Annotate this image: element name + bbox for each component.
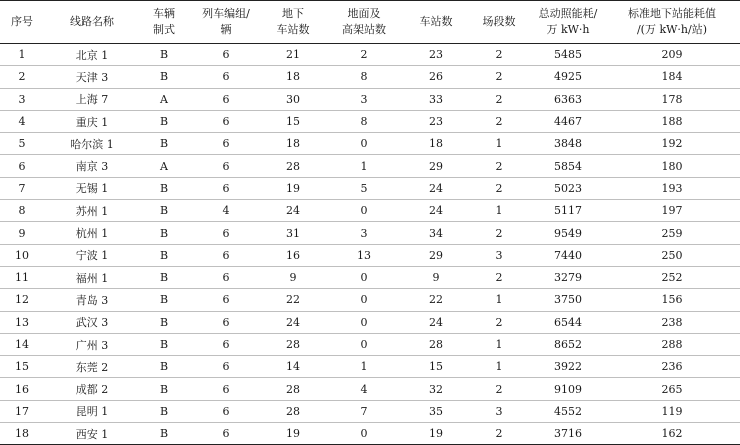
cell-line-name: 杭州 1: [44, 222, 140, 244]
cell-line-name: 宁波 1: [44, 244, 140, 266]
cell-total-energy: 3279: [532, 266, 604, 288]
cell-elevated-stations: 13: [322, 244, 406, 266]
cell-total-energy: 3848: [532, 133, 604, 155]
cell-standard-energy: 188: [604, 110, 740, 132]
cell-line-name: 苏州 1: [44, 200, 140, 222]
cell-index: 13: [0, 311, 44, 333]
cell-depot-count: 2: [466, 44, 532, 66]
cell-underground-stations: 30: [264, 88, 322, 110]
cell-line-name: 青岛 3: [44, 289, 140, 311]
cell-total-energy: 4925: [532, 66, 604, 88]
cell-underground-stations: 9: [264, 266, 322, 288]
cell-vehicle-type: B: [140, 200, 188, 222]
table-row: [0, 66, 740, 88]
cell-train-formation: 6: [188, 44, 264, 66]
cell-standard-energy: 192: [604, 133, 740, 155]
cell-train-formation: 6: [188, 333, 264, 355]
cell-total-energy: 7440: [532, 244, 604, 266]
cell-elevated-stations: 3: [322, 88, 406, 110]
table-header-row: [0, 1, 740, 44]
cell-station-count: 9: [406, 266, 466, 288]
cell-elevated-stations: 0: [322, 333, 406, 355]
cell-vehicle-type: B: [140, 333, 188, 355]
header-text-line: 场段数: [482, 15, 516, 28]
cell-index: 8: [0, 200, 44, 222]
cell-underground-stations: 28: [264, 155, 322, 177]
cell-station-count: 19: [406, 423, 466, 445]
cell-vehicle-type: B: [140, 378, 188, 400]
table-row: [0, 400, 740, 422]
cell-train-formation: 6: [188, 400, 264, 422]
cell-underground-stations: 28: [264, 333, 322, 355]
cell-depot-count: 2: [466, 66, 532, 88]
cell-depot-count: 1: [466, 333, 532, 355]
cell-depot-count: 3: [466, 400, 532, 422]
cell-total-energy: 9109: [532, 378, 604, 400]
cell-line-name: 哈尔滨 1: [44, 133, 140, 155]
cell-vehicle-type: B: [140, 289, 188, 311]
table-row: [0, 110, 740, 132]
cell-index: 6: [0, 155, 44, 177]
cell-line-name: 重庆 1: [44, 110, 140, 132]
cell-depot-count: 2: [466, 266, 532, 288]
cell-vehicle-type: B: [140, 177, 188, 199]
cell-standard-energy: 250: [604, 244, 740, 266]
header-text-line: 总动照能耗/: [538, 7, 598, 20]
cell-index: 11: [0, 266, 44, 288]
cell-standard-energy: 119: [604, 400, 740, 422]
table-row: [0, 266, 740, 288]
cell-standard-energy: 193: [604, 177, 740, 199]
table-row: [0, 423, 740, 445]
cell-train-formation: 6: [188, 356, 264, 378]
cell-line-name: 福州 1: [44, 266, 140, 288]
header-text-line: 车站数: [419, 15, 453, 28]
cell-underground-stations: 31: [264, 222, 322, 244]
cell-vehicle-type: B: [140, 44, 188, 66]
cell-depot-count: 2: [466, 423, 532, 445]
cell-line-name: 成都 2: [44, 378, 140, 400]
cell-train-formation: 6: [188, 88, 264, 110]
table-row: [0, 222, 740, 244]
cell-station-count: 18: [406, 133, 466, 155]
cell-depot-count: 2: [466, 311, 532, 333]
header-text-line: /(万 kW·h/站): [636, 23, 708, 36]
cell-vehicle-type: B: [140, 66, 188, 88]
cell-line-name: 广州 3: [44, 333, 140, 355]
cell-index: 17: [0, 400, 44, 422]
cell-line-name: 无锡 1: [44, 177, 140, 199]
cell-station-count: 29: [406, 155, 466, 177]
cell-elevated-stations: 2: [322, 44, 406, 66]
cell-total-energy: 4467: [532, 110, 604, 132]
cell-vehicle-type: A: [140, 155, 188, 177]
cell-vehicle-type: B: [140, 110, 188, 132]
cell-standard-energy: 252: [604, 266, 740, 288]
cell-vehicle-type: B: [140, 133, 188, 155]
table-row: [0, 244, 740, 266]
cell-train-formation: 4: [188, 200, 264, 222]
table-row: [0, 356, 740, 378]
cell-index: 4: [0, 110, 44, 132]
cell-elevated-stations: 8: [322, 110, 406, 132]
cell-total-energy: 5117: [532, 200, 604, 222]
cell-total-energy: 3716: [532, 423, 604, 445]
cell-train-formation: 6: [188, 222, 264, 244]
cell-underground-stations: 16: [264, 244, 322, 266]
cell-standard-energy: 184: [604, 66, 740, 88]
cell-elevated-stations: 7: [322, 400, 406, 422]
cell-line-name: 武汉 3: [44, 311, 140, 333]
cell-depot-count: 2: [466, 155, 532, 177]
cell-depot-count: 3: [466, 244, 532, 266]
cell-underground-stations: 14: [264, 356, 322, 378]
cell-index: 7: [0, 177, 44, 199]
header-text-line: 车站数: [276, 23, 310, 36]
cell-train-formation: 6: [188, 423, 264, 445]
cell-elevated-stations: 0: [322, 311, 406, 333]
cell-index: 16: [0, 378, 44, 400]
cell-standard-energy: 197: [604, 200, 740, 222]
cell-vehicle-type: B: [140, 222, 188, 244]
cell-vehicle-type: B: [140, 244, 188, 266]
cell-elevated-stations: 3: [322, 222, 406, 244]
cell-depot-count: 2: [466, 378, 532, 400]
cell-index: 2: [0, 66, 44, 88]
cell-line-name: 上海 7: [44, 88, 140, 110]
cell-underground-stations: 22: [264, 289, 322, 311]
cell-station-count: 28: [406, 333, 466, 355]
cell-train-formation: 6: [188, 244, 264, 266]
cell-standard-energy: 156: [604, 289, 740, 311]
cell-line-name: 北京 1: [44, 44, 140, 66]
cell-station-count: 24: [406, 200, 466, 222]
cell-standard-energy: 236: [604, 356, 740, 378]
cell-vehicle-type: B: [140, 356, 188, 378]
cell-depot-count: 1: [466, 200, 532, 222]
cell-station-count: 22: [406, 289, 466, 311]
cell-station-count: 29: [406, 244, 466, 266]
cell-station-count: 33: [406, 88, 466, 110]
cell-underground-stations: 21: [264, 44, 322, 66]
cell-train-formation: 6: [188, 133, 264, 155]
header-text-line: 制式: [153, 23, 175, 36]
cell-line-name: 东莞 2: [44, 356, 140, 378]
cell-standard-energy: 180: [604, 155, 740, 177]
cell-depot-count: 2: [466, 222, 532, 244]
header-depot-count: [466, 1, 532, 44]
cell-elevated-stations: 8: [322, 66, 406, 88]
header-text-line: 辆: [220, 23, 232, 36]
cell-total-energy: 6363: [532, 88, 604, 110]
table-row: [0, 378, 740, 400]
cell-line-name: 西安 1: [44, 423, 140, 445]
cell-vehicle-type: B: [140, 311, 188, 333]
cell-vehicle-type: B: [140, 423, 188, 445]
cell-line-name: 天津 3: [44, 66, 140, 88]
cell-elevated-stations: 1: [322, 356, 406, 378]
table-row: [0, 155, 740, 177]
header-text-line: 高架站数: [342, 23, 386, 36]
header-text-line: 标准地下站能耗值: [628, 7, 716, 20]
cell-train-formation: 6: [188, 177, 264, 199]
cell-index: 10: [0, 244, 44, 266]
cell-station-count: 34: [406, 222, 466, 244]
header-text-line: 线路名称: [70, 15, 114, 28]
cell-station-count: 24: [406, 177, 466, 199]
cell-elevated-stations: 1: [322, 155, 406, 177]
cell-depot-count: 1: [466, 356, 532, 378]
cell-index: 18: [0, 423, 44, 445]
table-row: [0, 200, 740, 222]
cell-elevated-stations: 0: [322, 133, 406, 155]
cell-total-energy: 3750: [532, 289, 604, 311]
cell-elevated-stations: 0: [322, 289, 406, 311]
header-text-line: 万 kW·h: [546, 23, 590, 36]
cell-total-energy: 9549: [532, 222, 604, 244]
table-row: [0, 177, 740, 199]
cell-index: 3: [0, 88, 44, 110]
header-text-line: 列车编组/: [202, 7, 250, 20]
table-row: [0, 44, 740, 66]
header-text-line: 序号: [11, 15, 33, 28]
header-text-line: 车辆: [153, 7, 175, 20]
cell-underground-stations: 19: [264, 177, 322, 199]
cell-underground-stations: 18: [264, 133, 322, 155]
cell-underground-stations: 28: [264, 400, 322, 422]
header-underground-stations: [264, 1, 322, 44]
cell-standard-energy: 178: [604, 88, 740, 110]
cell-underground-stations: 24: [264, 200, 322, 222]
header-index: [0, 1, 44, 44]
header-vehicle-type: [140, 1, 188, 44]
header-standard-energy: [604, 1, 740, 44]
cell-elevated-stations: 5: [322, 177, 406, 199]
cell-index: 9: [0, 222, 44, 244]
cell-station-count: 24: [406, 311, 466, 333]
cell-depot-count: 2: [466, 110, 532, 132]
cell-standard-energy: 259: [604, 222, 740, 244]
header-text-line: 地下: [282, 7, 304, 20]
cell-total-energy: 8652: [532, 333, 604, 355]
cell-elevated-stations: 0: [322, 266, 406, 288]
cell-standard-energy: 162: [604, 423, 740, 445]
cell-index: 1: [0, 44, 44, 66]
cell-line-name: 南京 3: [44, 155, 140, 177]
table-row: [0, 88, 740, 110]
cell-station-count: 26: [406, 66, 466, 88]
cell-standard-energy: 209: [604, 44, 740, 66]
cell-total-energy: 4552: [532, 400, 604, 422]
cell-station-count: 23: [406, 44, 466, 66]
table-row: [0, 289, 740, 311]
table-row: [0, 133, 740, 155]
cell-underground-stations: 24: [264, 311, 322, 333]
cell-station-count: 32: [406, 378, 466, 400]
cell-station-count: 23: [406, 110, 466, 132]
header-station-count: [406, 1, 466, 44]
cell-train-formation: 6: [188, 66, 264, 88]
cell-depot-count: 1: [466, 133, 532, 155]
cell-index: 15: [0, 356, 44, 378]
cell-vehicle-type: B: [140, 400, 188, 422]
cell-total-energy: 5854: [532, 155, 604, 177]
table-row: [0, 333, 740, 355]
cell-underground-stations: 18: [264, 66, 322, 88]
cell-underground-stations: 28: [264, 378, 322, 400]
cell-train-formation: 6: [188, 110, 264, 132]
cell-total-energy: 5485: [532, 44, 604, 66]
cell-train-formation: 6: [188, 155, 264, 177]
header-train-formation: [188, 1, 264, 44]
cell-depot-count: 2: [466, 88, 532, 110]
cell-depot-count: 1: [466, 289, 532, 311]
cell-vehicle-type: B: [140, 266, 188, 288]
cell-elevated-stations: 4: [322, 378, 406, 400]
cell-elevated-stations: 0: [322, 423, 406, 445]
cell-total-energy: 5023: [532, 177, 604, 199]
cell-total-energy: 6544: [532, 311, 604, 333]
cell-underground-stations: 19: [264, 423, 322, 445]
cell-index: 12: [0, 289, 44, 311]
cell-depot-count: 2: [466, 177, 532, 199]
cell-train-formation: 6: [188, 289, 264, 311]
table-row: [0, 311, 740, 333]
cell-line-name: 昆明 1: [44, 400, 140, 422]
cell-standard-energy: 238: [604, 311, 740, 333]
cell-total-energy: 3922: [532, 356, 604, 378]
cell-train-formation: 6: [188, 378, 264, 400]
cell-train-formation: 6: [188, 266, 264, 288]
cell-vehicle-type: A: [140, 88, 188, 110]
cell-station-count: 35: [406, 400, 466, 422]
cell-standard-energy: 265: [604, 378, 740, 400]
cell-elevated-stations: 0: [322, 200, 406, 222]
table-body: [0, 44, 740, 445]
cell-underground-stations: 15: [264, 110, 322, 132]
header-line-name: [44, 1, 140, 44]
cell-index: 14: [0, 333, 44, 355]
header-text-line: 地面及: [347, 7, 381, 20]
cell-index: 5: [0, 133, 44, 155]
header-elevated-stations: [322, 1, 406, 44]
cell-station-count: 15: [406, 356, 466, 378]
cell-train-formation: 6: [188, 311, 264, 333]
header-total-energy: [532, 1, 604, 44]
cell-standard-energy: 288: [604, 333, 740, 355]
